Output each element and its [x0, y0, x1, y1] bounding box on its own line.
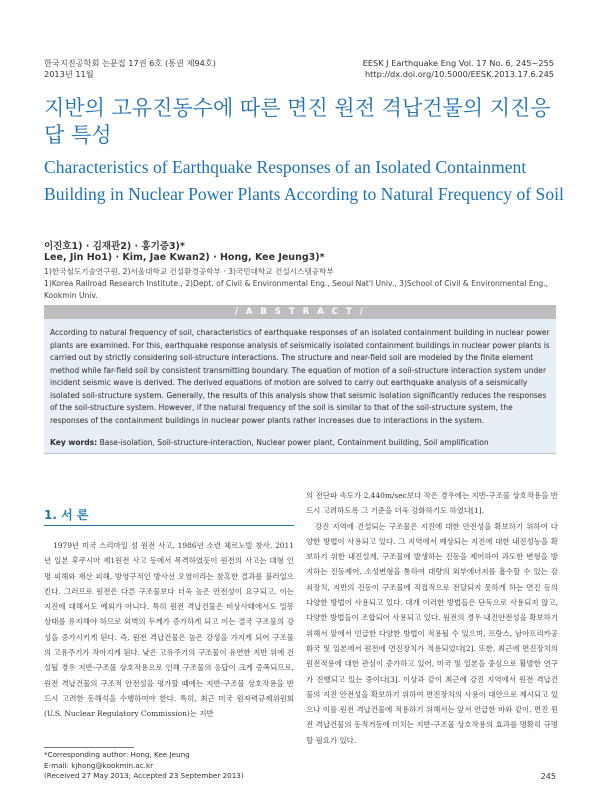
paper-title-english: Characteristics of Earthquake Responses of an Isolated Containment Building in Nuclear Power Plants According to Natural Frequency of Soil: [44, 157, 564, 204]
journal-volume-kr: 한국지진공학회 논문집 17권 6호 (통권 제94호): [44, 58, 216, 68]
keywords: [50, 438, 550, 447]
journal-header-korean: [44, 58, 216, 80]
journal-header-english: [363, 58, 554, 80]
body-column-left: [44, 538, 294, 722]
affiliation-english: 1)Korea Railroad Research Institute., 2)Dept. of Civil & Environmental Eng., Seoul Nat'l Univ., 3)School of Civil & Environmental Eng., Kookmin Univ.: [44, 279, 549, 300]
authors-english: Lee, Jin Ho1) · Kim, Jae Kwan2) · Hong, Kee Jeung3)*: [44, 252, 325, 263]
paper-title-korean: 지반의 고유진동수에 따른 면진 원전 격납건물의 지진응답 특성: [44, 96, 551, 147]
body-paragraph: 강진 지역에 건설되는 구조물은 지진에 대한 안전성을 확보하기 위하여 다양한 방법이 사용되고 있다. 그 지역에서 예상되는 지진에 대한 내진성능을 확보하기 위한 내진설계, 구조물에 발생하는 진동을 제어하여 과도한 변형을 방지하는 진동제어, 소성변형을 통하여 대량의 외부에너지를 흡수할 수 있는 감쇠장치, 지반의 진동이 구조물에 직접적으로 전달되지 못하게 하는 면진 등의 다양한 방법이 사용되고 있다. 대개 이러한 방법들은 단독으로 사용되지 않고, 다양한 방법들이 조합되어 사용되고 있다. 원전의 경우 내진안전성을 확보하기 위해서 앞에서 언급한 다양한 방법이 적용될 수 있으며, 프랑스, 남아프리카공화국 및 일본에서 원전에 면진장치가 적용되었다[2]. 또한, 최근에 면진장치의 원전적용에 대한 관심이 증가하고 있어, 미국 및 일본을 중심으로 활발한 연구가 진행되고 있는 중이다[3]. 이상과 같이 최근에 강진 지역에서 원전 격납건물의 지진 안전성을 확보하기 위하여 면진장치의 사용이 대안으로 제시되고 있으나 이를 원전 격납건물에 적용하기 위해서는 앞서 언급한 바와 같이, 면진 원전 격납건물의 동적거동에 미치는 지반-구조물 상호작용의 효과를 명확히 규명할 필요가 있다.: [306, 521, 558, 745]
footnote-divider: [44, 747, 134, 748]
received-accepted-dates: (Received 27 May 2013; Accepted 23 September 2013): [44, 771, 244, 780]
body-column-right: [306, 488, 558, 748]
keywords-label: Key words:: [50, 438, 98, 447]
section-title-introduction: 1. 서 론: [44, 508, 89, 522]
footnote: [44, 750, 244, 782]
corresponding-author: *Corresponding author: Hong, Kee Jeung: [44, 750, 190, 759]
page-number: 245: [540, 772, 556, 781]
section-divider: [44, 525, 294, 526]
body-paragraph: 의 전단파 속도가 2,440m/sec보다 작은 경우에는 지반-구조물 상호작용을 반드시 고려하도록 그 기준을 더욱 강화하기도 하였다[1].: [306, 491, 558, 516]
journal-date-kr: 2013년 11월: [44, 69, 94, 79]
affiliation-korean: 1)한국철도기술연구원, 2)서울대학교 건설환경공학부 · 3)국민대학교 건설시스템공학부: [44, 267, 334, 276]
abstract-text: According to natural frequency of soil, characteristics of earthquake responses of an isolated containment building in nuclear power plants are examined. For this, earthquake response analysis of seismically isolated containment buildings in nuclear power plants is carried out by strictly considering soil-structure interactions. The structure and near-field soil are modeled by the finite element method while far-field soil by consistent transmitting boundary. The equation of motion of a soil-structure interaction system under incident seismic wave is derived. The derived equations of motion are solved to carry out earthquake analysis of a seismically isolated soil-structure system. Generally, the results of this analysis show that seismic isolation significantly reduces the responses of the soil-structure system. However, if the natural frequency of the soil is similar to that of the soil-structure system, the responses of the containment buildings in nuclear power plants rather increases due to interactions in the system.: [50, 328, 550, 425]
body-paragraph: 1979년 미국 스리마일 섬 원전 사고, 1986년 소련 체르노빌 참사, 2011년 일본 후쿠시마 제1원전 사고 등에서 목격하였듯이 원전의 사고는 대형 인명 피해와 재산 피해, 방영구적인 방사선 오염이라는 참혹한 결과를 불러일으킨다. 그러므로 원전은 다른 구조물보다 더욱 높은 안전성이 요구되고, 이는 지진에 대해서도 예외가 아니다. 특히 원전 격납건물은 비상사태에서도 밀봉 상태를 유지해야 하므로 외벽의 두께가 증가하게 되고 이는 결국 구조물의 강성을 증가시키게 된다. 즉, 원전 격납건물은 높은 강성을 가지게 되어 구조물의 고유주기가 작아지게 된다. 낮은 고유주기의 구조물이 유연한 지반 위에 건설될 경우 지반-구조물 상호작용으로 인해 구조물의 응답이 크게 증폭되므로, 원전 격납건물의 구조적 안전성을 평가할 때에는 지반-구조물 상호작용을 반드시 고려한 동해석을 수행하여야 한다. 특히, 최근 미국 원자력규제위원회(U.S. Nuclear Regulatory Commission)는 지반: [44, 541, 294, 719]
affiliations: [44, 266, 564, 302]
keywords-list: Base-isolation, Soil-structure-interaction, Nuclear power plant, Containment building, Soil amplification: [99, 438, 489, 447]
author-email[interactable]: E-mail: kjhong@kookmin.ac.kr: [44, 760, 154, 770]
authors-korean: 이진호1) · 김재관2) · 홍기증3)*: [44, 241, 185, 252]
doi-link[interactable]: http://dx.doi.org/10.5000/EESK.2013.17.6.245: [364, 69, 554, 79]
journal-volume-en: EESK J Earthquake Eng Vol. 17 No. 6, 245~255: [362, 58, 554, 68]
abstract-heading: / A B S T R A C T /: [44, 305, 556, 319]
